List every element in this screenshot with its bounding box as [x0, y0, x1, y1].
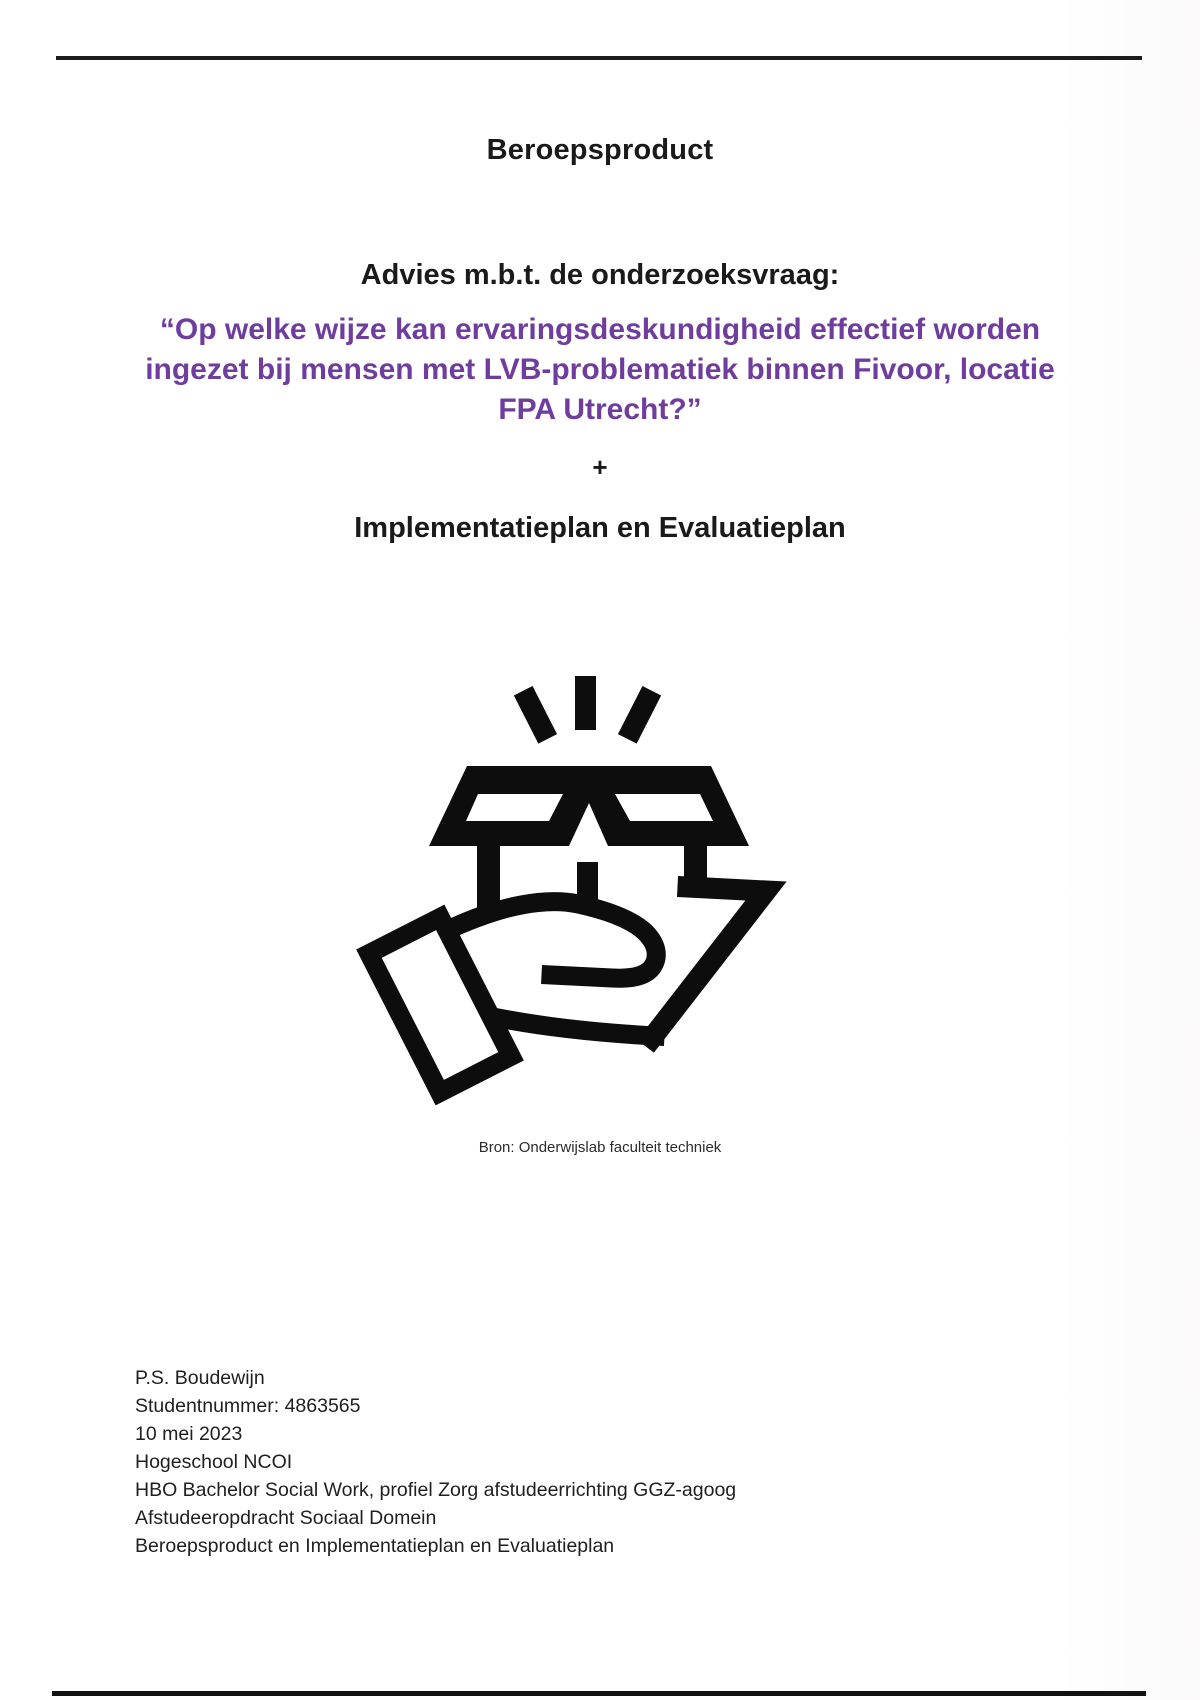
school-name: Hogeschool NCOI	[135, 1451, 293, 1473]
student-number: Studentnummer: 4863565	[135, 1395, 361, 1417]
image-source-caption: Bron: Onderwijslab faculteit techniek	[478, 1139, 722, 1156]
date: 10 mei 2023	[135, 1423, 243, 1445]
author-info-block	[135, 1364, 736, 1560]
author-name: P.S. Boudewijn	[135, 1367, 265, 1389]
plus-separator: +	[592, 452, 608, 482]
assignment-name: Afstudeeropdracht Sociaal Domein	[135, 1507, 437, 1529]
research-question: “Op welke wijze kan ervaringsdeskundigheid effectief worden ingezet bij mensen met LVB-problematiek binnen Fivoor, locatie FPA Utrecht?”	[145, 313, 1055, 426]
top-horizontal-rule	[56, 56, 1142, 60]
bottom-horizontal-rule	[52, 1691, 1146, 1696]
page-title: Beroepsproduct	[486, 134, 714, 166]
hand-holding-open-box-icon	[330, 630, 800, 1110]
subtitle-implementatieplan: Implementatieplan en Evaluatieplan	[354, 512, 846, 544]
deliverable-name: Beroepsproduct en Implementatieplan en Evaluatieplan	[135, 1535, 615, 1557]
program-name: HBO Bachelor Social Work, profiel Zorg afstudeerrichting GGZ-agoog	[135, 1479, 737, 1501]
subtitle-advies: Advies m.b.t. de onderzoeksvraag:	[360, 259, 840, 291]
